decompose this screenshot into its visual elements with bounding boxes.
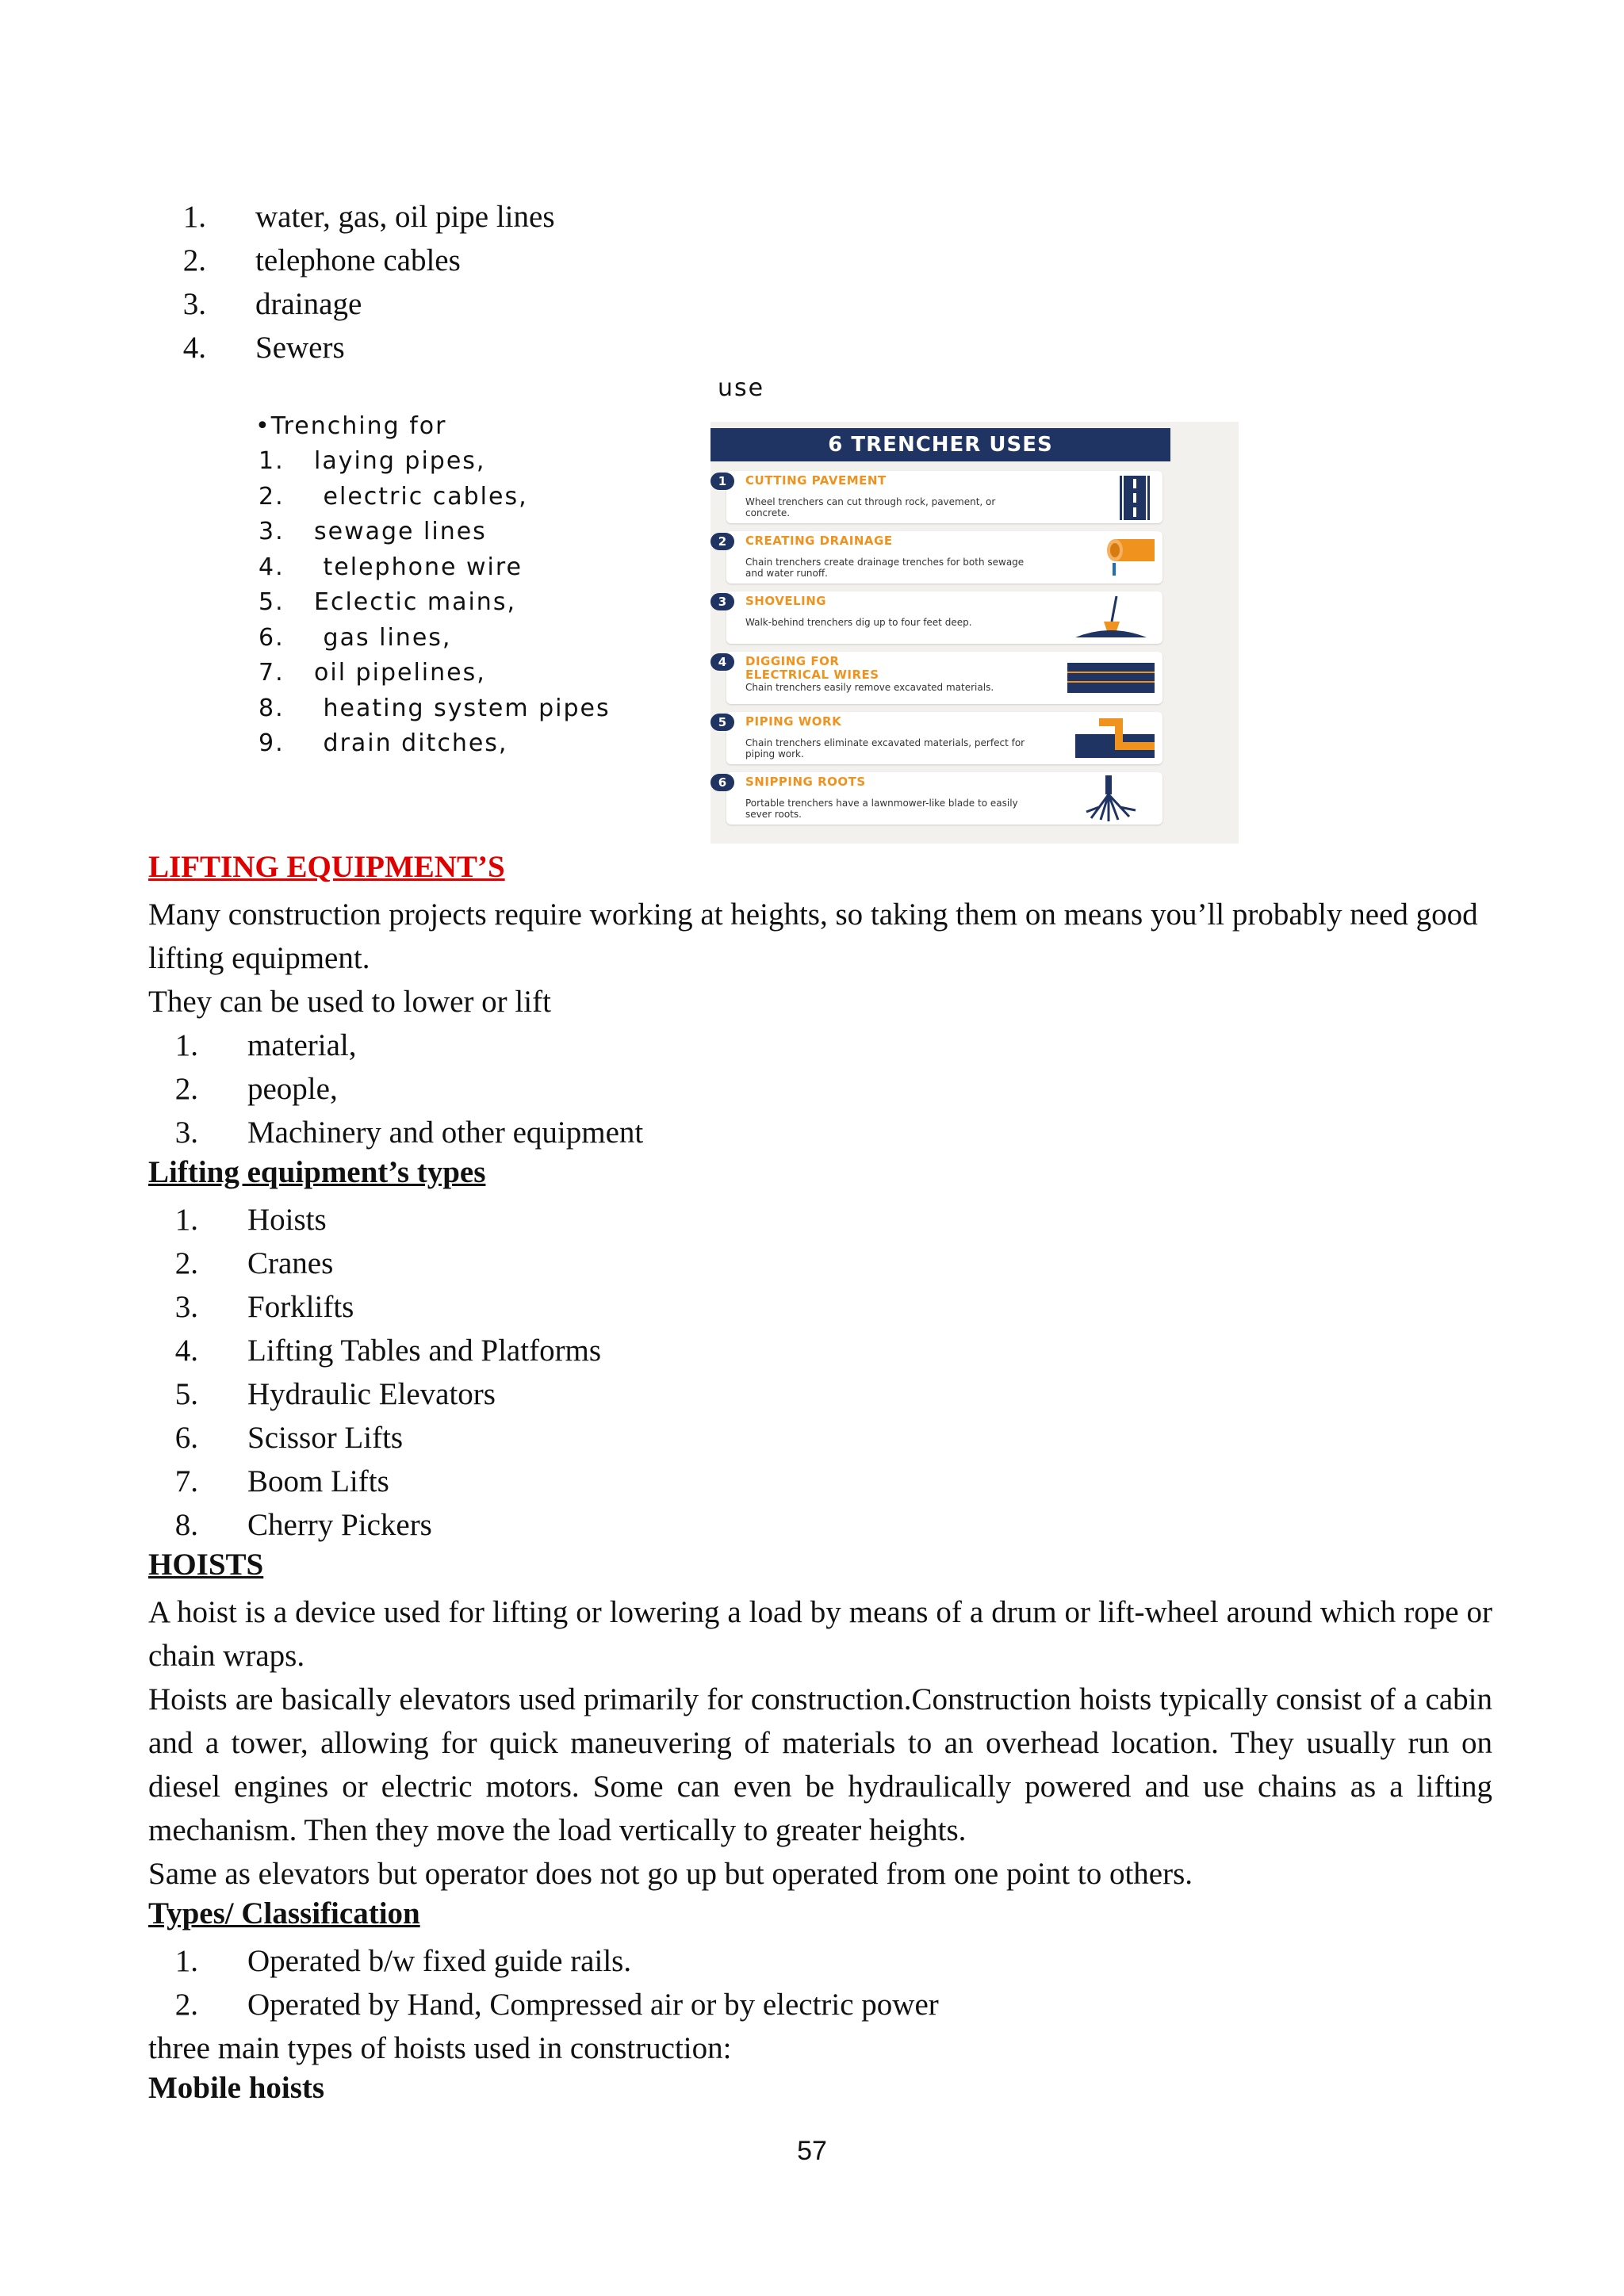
paragraph: Same as elevators but operator does not go up but operated from one point to others. <box>148 1857 1193 1891</box>
subsection-heading: Types/ Classification <box>148 1896 420 1931</box>
card-title: CUTTING PAVEMENT <box>745 473 887 488</box>
section-heading: HOISTS <box>148 1548 264 1582</box>
list-text: sewage lines <box>314 518 487 545</box>
card-number-badge: 5 <box>710 714 734 731</box>
list-number: 3. <box>174 1290 198 1324</box>
card-number-badge: 3 <box>710 593 734 610</box>
list-text: heating system pipes <box>314 695 611 722</box>
list-text: material, <box>247 1028 357 1062</box>
list-item <box>259 729 508 757</box>
list-text: gas lines, <box>314 624 452 652</box>
list-text: Boom Lifts <box>247 1464 389 1498</box>
buried-wires-icon <box>1067 655 1155 701</box>
list-number: 8. <box>174 1508 198 1542</box>
list-item <box>259 659 486 687</box>
card-description: Walk-behind trenchers dig up to four feet deep. <box>745 617 972 628</box>
list-item <box>259 447 486 475</box>
list-number: 1. <box>174 1944 198 1978</box>
subsection-heading: Lifting equipment’s types <box>148 1155 486 1189</box>
list-number: 6. <box>174 1421 198 1455</box>
list-number: 1. <box>174 1203 198 1237</box>
list-number: 6. <box>259 624 285 652</box>
list-number: 8. <box>259 695 285 722</box>
card-description: Portable trenchers have a lawnmower-like blade to easily sever roots. <box>745 798 1018 820</box>
card-number-badge: 6 <box>710 774 734 791</box>
list-number: 2. <box>174 1988 198 2022</box>
card-title: SHOVELING <box>745 594 827 608</box>
list-text: telephone wire <box>314 553 523 581</box>
card-number-badge: 2 <box>710 533 734 550</box>
pipe-icon <box>1067 715 1155 761</box>
list-text: drainage <box>255 287 362 321</box>
card-number-badge: 4 <box>710 653 734 671</box>
card-number-badge: 1 <box>710 473 734 490</box>
card-description: Chain trenchers eliminate excavated materials, perfect for piping work. <box>745 737 1025 760</box>
page-number: 57 <box>797 2136 827 2166</box>
list-text: Sewers <box>255 331 345 365</box>
infographic-card <box>718 531 1162 584</box>
list-number: 2. <box>174 1246 198 1280</box>
card-description: Chain trenchers create drainage trenches for both sewage and water runoff. <box>745 557 1025 579</box>
list-number: 3. <box>259 518 285 545</box>
list-text: Operated by Hand, Compressed air or by electric power <box>247 1988 939 2022</box>
card-title: SNIPPING ROOTS <box>745 775 866 789</box>
list-text: laying pipes, <box>314 447 486 475</box>
list-number: 2. <box>174 1072 198 1106</box>
list-text: Machinery and other equipment <box>247 1115 644 1150</box>
infographic-card <box>718 712 1162 764</box>
list-number: 1. <box>174 1028 198 1062</box>
trenching-title: •Trenching for <box>255 412 447 440</box>
list-number: 1. <box>259 447 285 475</box>
list-text: Cherry Pickers <box>247 1508 432 1542</box>
list-number: 7. <box>174 1464 198 1498</box>
road-icon <box>1067 474 1155 520</box>
list-number: 7. <box>259 659 285 687</box>
drain-pipe-icon <box>1067 534 1155 580</box>
card-description: Wheel trenchers can cut through rock, pavement, or concrete. <box>745 496 996 519</box>
trencher-uses-infographic <box>710 422 1239 844</box>
paragraph: three main types of hoists used in construction: <box>148 2031 732 2065</box>
infographic-card <box>718 772 1162 825</box>
list-text: water, gas, oil pipe lines <box>255 200 555 234</box>
list-text: telephone cables <box>255 243 461 277</box>
list-text: Lifting Tables and Platforms <box>247 1334 602 1368</box>
infographic-title: 6 TRENCHER USES <box>710 428 1170 461</box>
list-number: 4. <box>259 553 285 581</box>
card-title: PIPING WORK <box>745 714 842 729</box>
subsection-heading: Mobile hoists <box>148 2071 325 2105</box>
paragraph: They can be used to lower or lift <box>148 985 551 1019</box>
paragraph: Hoists are basically elevators used primarily for construction.Construction hoists typically consist of a cabin and a tower, allowing for quick maneuvering of materials to an overhead location. They usually run on diesel engines or electric motors. Some can even be hydraulically powered and use chains as a lifting mechanism. Then they move the load vertically to greater heights. <box>148 1682 1492 1847</box>
list-text: Operated b/w fixed guide rails. <box>247 1944 632 1978</box>
list-text: Hydraulic Elevators <box>247 1377 496 1411</box>
list-number: 3. <box>182 287 206 321</box>
paragraph: A hoist is a device used for lifting or lowering a load by means of a drum or lift-wheel around which rope or chain wraps. <box>148 1595 1492 1673</box>
card-title: DIGGING FOR ELECTRICAL WIRES <box>745 654 879 682</box>
list-number: 4. <box>174 1334 198 1368</box>
roots-icon <box>1067 775 1155 821</box>
list-text: Cranes <box>247 1246 334 1280</box>
infographic-card <box>718 652 1162 704</box>
infographic-card <box>718 591 1162 644</box>
shovel-icon <box>1067 595 1155 641</box>
card-title: CREATING DRAINAGE <box>745 534 893 548</box>
use-label: use <box>718 374 765 402</box>
list-number: 2. <box>259 483 285 511</box>
section-heading: LIFTING EQUIPMENT’S <box>148 850 505 884</box>
list-number: 3. <box>174 1115 198 1150</box>
list-item <box>259 695 611 722</box>
list-text: oil pipelines, <box>314 659 486 687</box>
list-item <box>259 588 516 616</box>
list-item <box>259 518 487 545</box>
list-number: 2. <box>182 243 206 277</box>
list-number: 4. <box>182 331 206 365</box>
list-number: 9. <box>259 729 285 757</box>
list-text: Forklifts <box>247 1290 354 1324</box>
list-text: Eclectic mains, <box>314 588 516 616</box>
list-text: Hoists <box>247 1203 327 1237</box>
list-number: 1. <box>182 200 206 234</box>
list-text: drain ditches, <box>314 729 508 757</box>
list-item <box>259 624 452 652</box>
paragraph: Many construction projects require working at heights, so taking them on means you’ll probably need good lifting equipment. <box>148 897 1478 975</box>
card-description: Chain trenchers easily remove excavated materials. <box>745 682 994 693</box>
list-number: 5. <box>259 588 285 616</box>
list-item <box>259 553 523 581</box>
list-item <box>259 483 528 511</box>
infographic-card <box>718 471 1162 523</box>
list-text: people, <box>247 1072 338 1106</box>
list-text: electric cables, <box>314 483 528 511</box>
list-number: 5. <box>174 1377 198 1411</box>
list-text: Scissor Lifts <box>247 1421 404 1455</box>
